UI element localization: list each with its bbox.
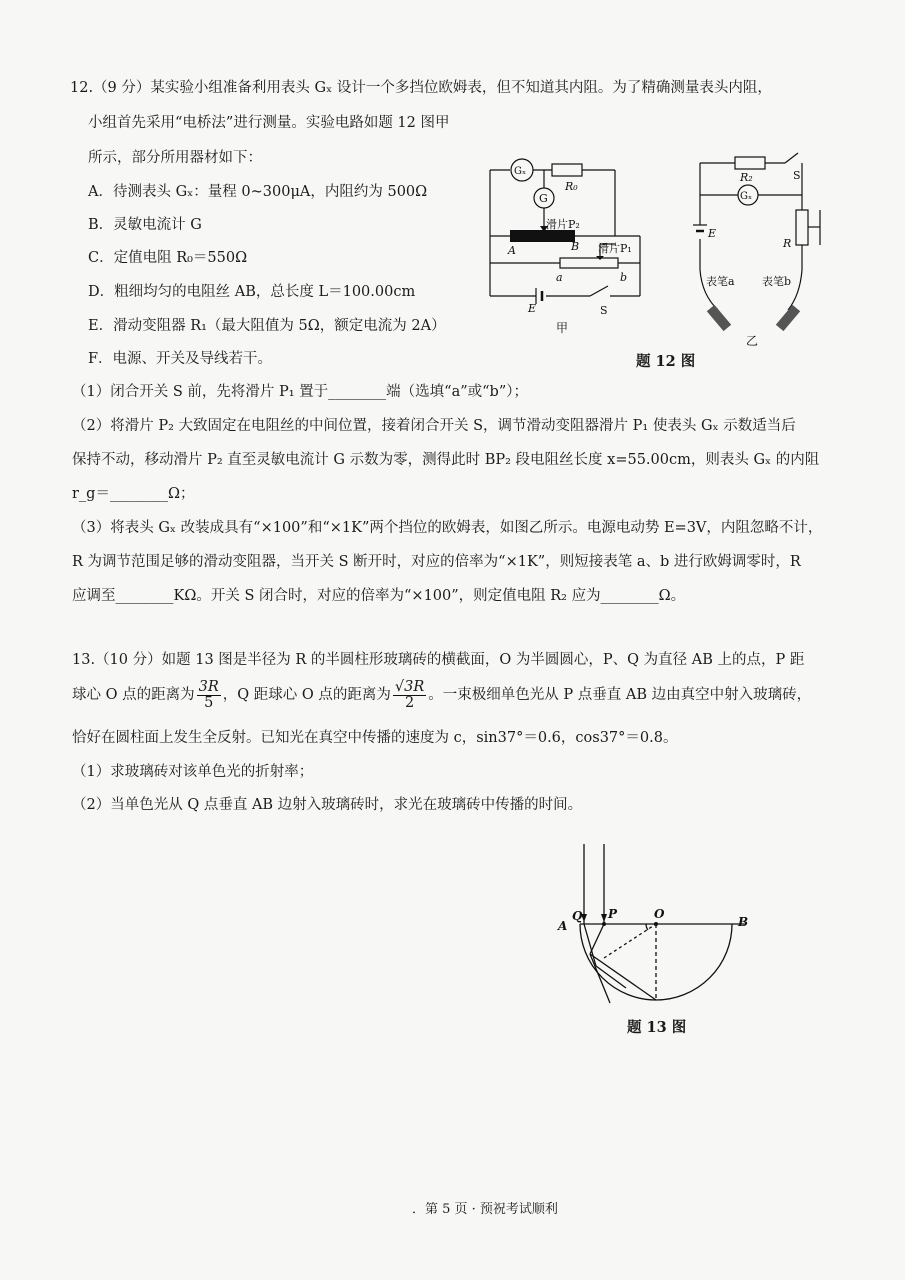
fraction-numerator: 3R: [198, 679, 219, 695]
label-gx-b: Gₓ: [740, 191, 753, 202]
label-a-upper: A: [508, 244, 516, 257]
label-gx: Gₓ: [514, 166, 527, 177]
q12-part1: （1）闭合开关 S 前，先将滑片 P₁ 置于________端（选填“a”或“b”）；: [72, 384, 528, 400]
label-slider-p1: 滑片P₁: [598, 242, 632, 255]
q12-item-e: E．滑动变阻器 R₁（最大阻值为 5Ω，额定电流为 2A）: [88, 318, 446, 334]
test-lead-a-icon: [707, 305, 731, 331]
q12-item-a: A．待测表头 Gₓ：量程 0~300μA，内阻约为 500Ω: [88, 184, 428, 200]
label-pen-b: 表笔b: [762, 275, 792, 288]
label-q: Q: [572, 909, 583, 923]
label-o: O: [654, 907, 665, 921]
q12-intro-line3: 所示，部分所用器材如下：: [88, 150, 262, 166]
label-b-lower: b: [620, 271, 628, 284]
q12-ohmmeter-diagram-b: [690, 145, 840, 350]
resistance-wire-ab: [510, 230, 575, 242]
q13-sub2: （2）当单色光从 Q 点垂直 AB 边射入玻璃砖时，求光在玻璃砖中传播的时间。: [72, 797, 583, 813]
label-yi: 乙: [746, 334, 759, 348]
q12-part3-line1: （3）将表头 Gₓ 改装成具有“×100”和“×1K”两个挡位的欧姆表，如图乙所示。电源电动势 E=3V，内阻忽略不计，: [72, 520, 823, 536]
q12-part2-line1: （2）将滑片 P₂ 大致固定在电阻丝的中间位置，接着闭合开关 S，调节滑动变阻器滑片 P₁ 使表头 Gₓ 示数适当后: [72, 418, 796, 434]
q13-line2-middle: ，Q 距球心 O 点的距离为: [222, 687, 391, 703]
label-e: E: [528, 302, 537, 315]
label-r-b: R: [783, 237, 792, 250]
label-slider-p2: 滑片P₂: [546, 218, 580, 231]
label-s-b: S: [793, 169, 801, 182]
q12-item-c: C．定值电阻 R₀＝550Ω: [88, 250, 248, 266]
q12-part3-line2: R 为调节范围足够的滑动变阻器，当开关 S 断开时，对应的倍率为“×1K”，则短接表笔 a、b 进行欧姆调零时，R: [72, 554, 801, 570]
q13-line1: 13.（10 分）如题 13 图是半径为 R 的半圆柱形玻璃砖的横截面，O 为半圆圆心，P、Q 为直径 AB 上的点，P 距: [72, 652, 805, 668]
label-e-b: E: [708, 227, 717, 240]
label-pen-a: 表笔a: [706, 275, 735, 288]
fraction-denominator: 5: [204, 694, 214, 711]
q12-item-b: B．灵敏电流计 G: [88, 217, 202, 233]
q13-line2-prefix: 球心 O 点的距离为: [72, 687, 195, 703]
q12-part2-line2: 保持不动，移动滑片 P₂ 直至灵敏电流计 G 示数为零，测得此时 BP₂ 段电阻丝长度 x=55.00cm，则表头 Gₓ 的内阻: [72, 452, 820, 468]
label-b-upper: B: [571, 240, 580, 253]
q12-circuit-diagram-a: [480, 150, 650, 340]
label-r0: R₀: [565, 180, 578, 193]
q12-intro-line2: 小组首先采用“电桥法”进行测量。实验电路如题 12 图甲: [88, 115, 450, 131]
fraction-3r-over-5: [197, 680, 221, 710]
q12-part2-line3: r_g＝________Ω；: [72, 486, 195, 502]
label-jia: 甲: [556, 321, 569, 335]
label-p: P: [608, 907, 618, 921]
page-footer: ．第 5 页 · 预祝考试顺利: [412, 1202, 558, 1217]
label-g: G: [539, 192, 548, 205]
q13-line3: 恰好在圆柱面上发生全反射。已知光在真空中传播的速度为 c，sin37°＝0.6，cos37°＝0.8。: [72, 730, 678, 746]
q12-intro-line1: 12.（9 分）某实验小组准备利用表头 Gₓ 设计一个多挡位欧姆表，但不知道其内阻。为了精确测量表头内阻，: [70, 80, 772, 96]
q12-figure-caption: 题 12 图: [636, 353, 696, 370]
q12-item-d: D．粗细均匀的电阻丝 AB，总长度 L＝100.00cm: [88, 284, 416, 300]
label-s: S: [600, 304, 608, 317]
q13-line2: [72, 680, 811, 710]
fraction-denominator: 2: [404, 694, 415, 711]
label-r2: R₂: [740, 171, 753, 184]
q13-line2-suffix: 。一束极细单色光从 P 点垂直 AB 边由真空中射入玻璃砖，: [428, 687, 812, 703]
fraction-sqrt3r-over-2: [393, 680, 426, 710]
fraction-numerator: √3R: [394, 679, 425, 695]
q13-sub1: （1）求玻璃砖对该单色光的折射率；: [72, 764, 314, 780]
label-a-lower: a: [556, 271, 563, 284]
label-a: A: [558, 919, 568, 933]
q13-figure-caption: 题 13 图: [627, 1019, 687, 1036]
label-b: B: [738, 915, 749, 929]
q12-item-f: F．电源、开关及导线若干。: [88, 351, 273, 367]
test-lead-b-icon: [776, 305, 800, 331]
q12-part3-line3: 应调至________KΩ。开关 S 闭合时，对应的倍率为“×100”，则定值电阻 R₂ 应为________Ω。: [72, 588, 686, 604]
q13-semicircle-glass-diagram: [550, 838, 770, 1013]
